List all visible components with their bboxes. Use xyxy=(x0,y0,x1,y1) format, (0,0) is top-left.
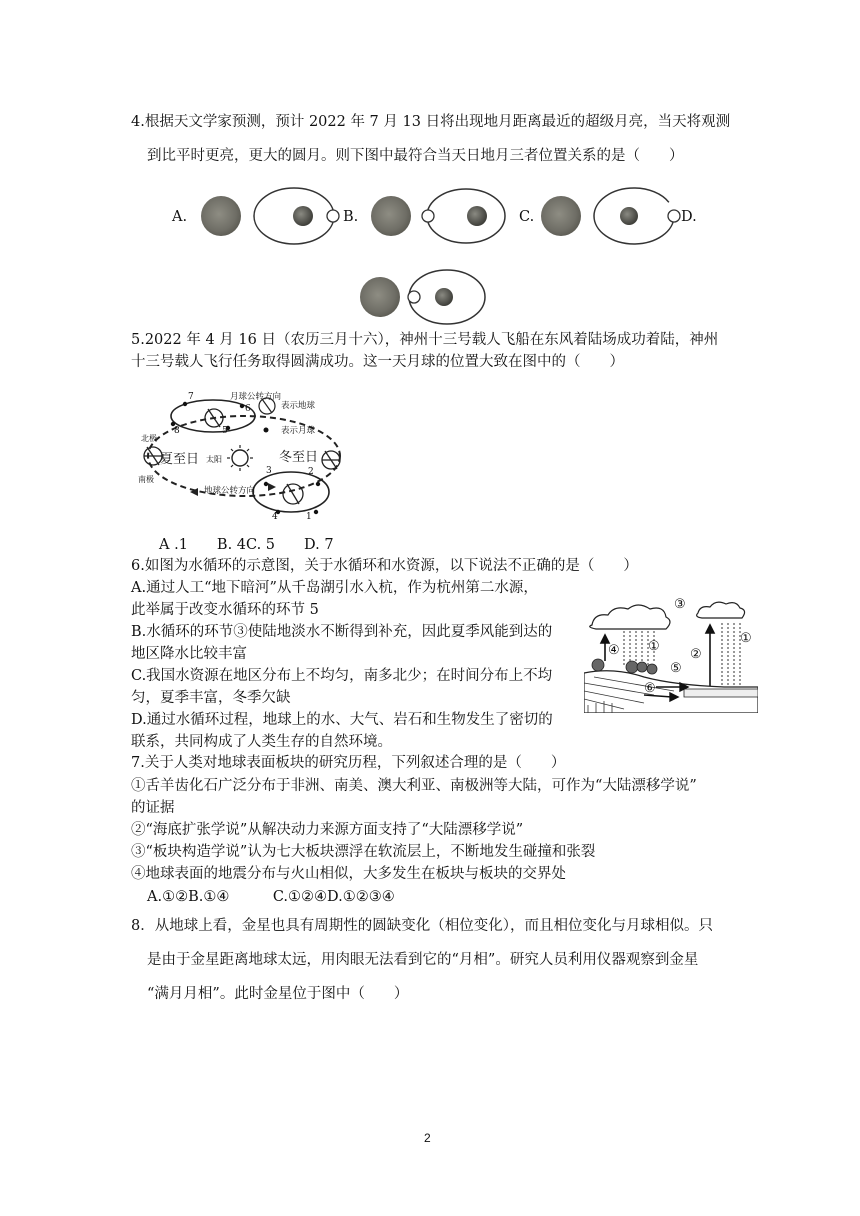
moon-icon xyxy=(668,210,680,222)
option-c-diagram xyxy=(541,188,680,244)
moon-position-2 xyxy=(316,482,320,486)
page-number: 2 xyxy=(424,1131,431,1145)
q6-option-a-line-1: A.通过人工“地下暗河”从千岛湖引水入杭，作为杭州第二水源， xyxy=(131,580,538,596)
position-2-label: 2 xyxy=(308,467,314,477)
q5-line-1: 5.2022 年 4 月 16 日（农历三月十六），神州十三号载人飞船在东风着陆场成功着陆，神州 xyxy=(131,332,719,348)
q6-option-d-line-1: D.通过水循环过程，地球上的水、大气、岩石和生物发生了密切的 xyxy=(131,712,553,728)
position-7-label: 7 xyxy=(188,392,194,402)
q4-option-a-label: A. xyxy=(172,209,188,225)
moon-position-1 xyxy=(314,510,318,514)
q7-options: A.①②B.①④ C.①②④D.①②③④ xyxy=(147,889,395,905)
legend-moon-icon xyxy=(264,428,269,433)
earth-icon xyxy=(620,207,638,225)
process-1-label-right: ① xyxy=(740,631,752,646)
q6-option-d-line-2: 联系，共同构成了人类生存的自然环境。 xyxy=(131,734,392,750)
q7-statement-1b: 的证据 xyxy=(131,800,175,816)
option-a-diagram xyxy=(201,188,339,244)
process-5-label: ⑤ xyxy=(670,661,682,676)
orbit-arrow-icon xyxy=(268,483,276,491)
q4-option-c-label: C. xyxy=(519,209,535,225)
q7-statement-3: ③“板块构造学说”认为七大板块漂浮在软流层上，不断地发生碰撞和张裂 xyxy=(131,844,596,860)
sun-icon xyxy=(227,445,253,471)
q5-line-2: 十三号载人飞行任务取得圆满成功。这一天月球的位置大致在图中的（ ） xyxy=(131,354,624,370)
q6-option-c-line-2: 匀，夏季丰富，冬季欠缺 xyxy=(131,690,291,706)
position-6-label: 6 xyxy=(245,404,251,414)
q6-option-c-line-1: C.我国水资源在地区分布上不均匀，南多北少；在时间分布上不均 xyxy=(131,668,553,684)
earth-icon xyxy=(283,484,303,504)
sun-icon xyxy=(201,196,241,236)
moon-icon xyxy=(422,210,434,222)
moon-position-6 xyxy=(240,404,244,408)
q7-statement-1a: ①舌羊齿化石广泛分布于非洲、南美、澳大利亚、南极洲等大陆，可作为“大陆漂移学说” xyxy=(131,778,697,794)
sun-icon xyxy=(360,277,400,317)
q4-options-figure xyxy=(0,0,860,360)
position-4-label: 4 xyxy=(272,512,278,522)
winter-solstice-label: 冬至日 xyxy=(279,450,319,465)
q6-option-a-line-2: 此举属于改变水循环的环节 5 xyxy=(131,602,319,618)
process-6-label: ⑥ xyxy=(644,681,656,696)
q6-option-b-line-2: 地区降水比较丰富 xyxy=(131,646,247,662)
earth-icon xyxy=(293,206,313,226)
cloud-icon xyxy=(697,602,745,618)
earth-direction-label: 地球公转方向 xyxy=(204,486,256,496)
q7-statement-2: ②“海底扩张学说”从解决动力来源方面支持了“大陆漂移学说” xyxy=(131,822,524,838)
position-8-label: 8 xyxy=(174,426,180,436)
moon-icon xyxy=(327,210,339,222)
north-pole-label: 北极 xyxy=(141,434,157,443)
process-4-label: ④ xyxy=(608,643,620,658)
position-3-label: 3 xyxy=(266,466,272,476)
option-b-diagram xyxy=(371,189,505,243)
legend-earth-label: 表示地球 xyxy=(281,401,316,411)
cloud-icon xyxy=(590,605,670,629)
q6-option-b-line-1: B.水循环的环节③使陆地淡水不断得到补充，因此夏季风能到达的 xyxy=(131,624,553,640)
process-3-label: ③ xyxy=(674,597,686,612)
sun-icon xyxy=(371,196,411,236)
south-pole-label: 南极 xyxy=(138,475,154,484)
q6-line-1: 6.如图为水循环的示意图，关于水循环和水资源，以下说法不正确的是（ ） xyxy=(131,558,638,574)
moon-icon xyxy=(408,291,420,303)
process-1-label: ① xyxy=(648,639,660,654)
sun-icon xyxy=(541,196,581,236)
q8-line-2: 是由于金星距离地球太远，用肉眼无法看到它的“月相”。研究人员利用仪器观察到金星 xyxy=(147,952,699,968)
earth-icon xyxy=(322,451,340,469)
sea-icon xyxy=(684,689,758,697)
position-1-label: 1 xyxy=(306,512,312,522)
earth-icon xyxy=(205,409,223,427)
q4-line-1: 4.根据天文学家预测，预计 2022 年 7 月 13 日将出现地月距离最近的超级月亮，当天将观测 xyxy=(131,114,731,130)
q5-orbit-figure xyxy=(138,388,360,528)
moon-orbit xyxy=(427,189,505,243)
earth-icon xyxy=(467,206,487,226)
water-cycle-figure xyxy=(584,595,758,713)
q4-line-2: 到比平时更亮，更大的圆月。则下图中最符合当天日地月三者位置关系的是（ ） xyxy=(147,148,684,164)
q7-line-1: 7.关于人类对地球表面板块的研究历程，下列叙述合理的是（ ） xyxy=(131,755,566,771)
moon-orbit-lower xyxy=(253,472,329,512)
q5-options: A .1 B. 4C. 5 D. 7 xyxy=(159,537,334,553)
legend-moon-label: 表示月球 xyxy=(281,426,316,436)
q4-option-b-label: B. xyxy=(343,209,359,225)
moon-position-3 xyxy=(264,482,268,486)
q7-statement-4: ④地球表面的地震分布与火山相似，大多发生在板块与板块的交界处 xyxy=(131,866,566,882)
q8-line-1: 8．从地球上看，金星也具有周期性的圆缺变化（相位变化），而且相位变化与月球相似。只 xyxy=(131,918,713,934)
position-5-label: 5 xyxy=(222,426,228,436)
process-2-label: ② xyxy=(690,647,702,662)
q4-option-d-label: D. xyxy=(681,209,697,225)
earth-icon xyxy=(435,288,453,306)
moon-position-7 xyxy=(183,402,187,406)
summer-solstice-label: 夏至日 xyxy=(160,452,200,467)
moon-direction-label: 月球公转方向 xyxy=(230,392,282,402)
option-d-diagram xyxy=(360,270,485,324)
q8-line-3: “满月月相”。此时金星位于图中（ ） xyxy=(147,986,409,1002)
sun-label: 太阳 xyxy=(206,455,222,464)
